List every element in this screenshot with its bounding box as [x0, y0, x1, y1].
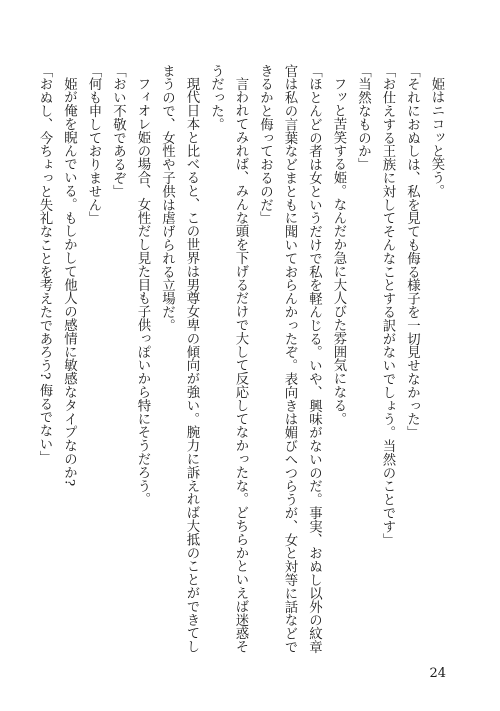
text-line: 「それにおぬしは、私を見ても侮る様子を一切見せなかった」 — [404, 64, 420, 440]
text-line: 姫はニコッと笑う。 — [429, 77, 444, 198]
text-line: まうので、女性や子供は虐げられる立場だ。 — [159, 64, 175, 332]
text-line: 「当然なものか」 — [355, 64, 371, 172]
text-line: うだった。 — [208, 64, 224, 131]
vertical-text-body — [32, 64, 449, 658]
text-line: 現代日本と比べると、この世界は男尊女卑の傾向が強い。腕力に訴えれば大抵のことができてし — [184, 77, 199, 654]
text-line: 姫が俺を睨んでいる。もしかして他人の感情に敏感なタイプなのか? — [61, 77, 77, 487]
text-line: 「何も申しておりません」 — [86, 64, 101, 225]
text-line: 「ほとんどの者は女というだけで私を軽んじる。いや、興味がないのだ。事実、おぬし以外の紋章 — [306, 64, 322, 654]
text-line: フィオレ姫の場合、女性だし見た目も子供っぽいから特にそうだろう。 — [135, 77, 150, 507]
text-line: きるかと侮っておるのだ」 — [257, 64, 273, 225]
text-line: 「お仕えする王族に対してそんなことする訳がないでしょう。当然のことです」 — [380, 64, 395, 547]
page-number: 24 — [429, 666, 446, 681]
text-line: 「おぬし、今ちょっと失礼なことを考えたであろう? 侮るでない」 — [37, 64, 52, 465]
text-line: フッと苦笑する姫。なんだか急に大人びた雰囲気になる。 — [331, 77, 346, 426]
text-line: 官は私の言葉などまともに聞いておらんかったぞ。表向きは媚びへつらうが、女と対等に話などで — [282, 64, 297, 654]
text-line: 「おい不敬であるぞ」 — [110, 64, 126, 198]
text-line: 言われてみれば、みんな頭を下げるだけで大して反応してなかったな。どちらかといえば迷惑そ — [233, 77, 248, 654]
